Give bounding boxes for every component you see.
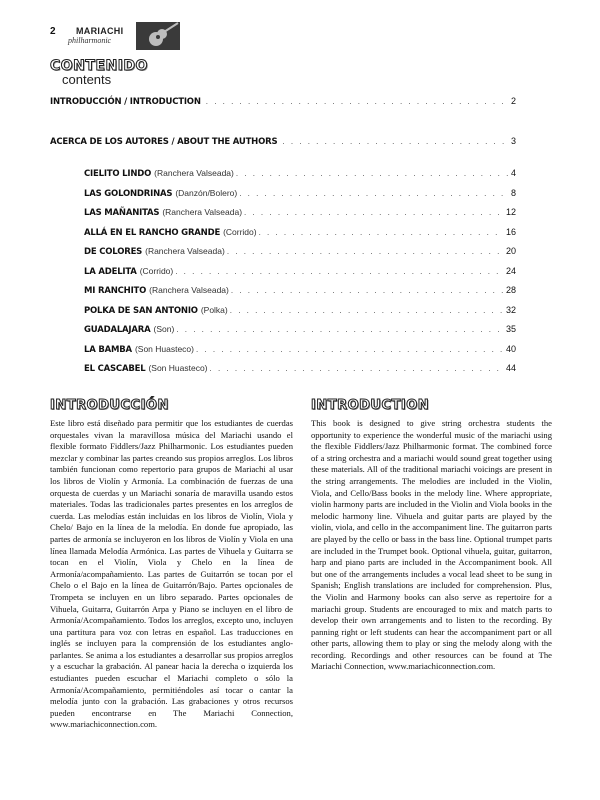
toc-entry[interactable]: [84, 246, 516, 257]
page-number: 2: [50, 26, 56, 37]
toc-entry-page: 8: [510, 187, 516, 198]
toc-leader-dots: [236, 169, 509, 178]
toc-entry-title: DE COLORES: [84, 247, 143, 257]
brand-logo: [66, 22, 176, 50]
contents-title: CONTENIDO: [50, 58, 148, 74]
toc-entry[interactable]: [84, 305, 516, 316]
toc-leader-dots: [176, 325, 504, 334]
toc-entry[interactable]: [84, 285, 516, 296]
guitar-logo-icon: [136, 22, 180, 50]
toc-entry-title: LA BAMBA: [84, 344, 132, 355]
toc-entry-page: 44: [505, 363, 516, 373]
toc-entry-page: 16: [505, 226, 516, 237]
brand-subtitle: philharmonic: [68, 36, 112, 45]
toc-entry-title: ALLÁ EN EL RANCHO GRANDE: [84, 227, 221, 238]
toc-entry-page: 40: [505, 343, 516, 354]
toc-leader-dots: [175, 267, 504, 276]
toc-leader-dots: [239, 189, 509, 198]
toc-entry-style: (Corrido): [139, 265, 174, 276]
toc-entry[interactable]: [84, 363, 516, 374]
contents-subtitle: contents: [62, 72, 112, 87]
toc-entry-title: ACERCA DE LOS AUTORES / ABOUT THE AUTHORS: [50, 137, 278, 147]
toc-entry-title: LAS MAÑANITAS: [84, 208, 160, 218]
intro-en-heading: INTRODUCTION: [311, 398, 430, 413]
toc-entry-title: LAS GOLONDRINAS: [84, 188, 173, 199]
toc-entry-style: (Corrido): [223, 226, 257, 237]
toc-entry[interactable]: [84, 227, 516, 238]
intro-es-body: [50, 418, 293, 731]
toc-entry-page: 24: [505, 265, 516, 276]
toc-entry-title: LA ADELITA: [84, 266, 137, 277]
toc-entry[interactable]: [84, 188, 516, 199]
intro-en-paragraph: This book is designed to give string orchestra students the opportunity to experience the wonderful music of the mariachi using the flexible Fiddlers/Jazz Philharmonic format. The combined force of a string orchestra and a mariachi would sound great together using these materials. All of the traditional mariachi voicings are present in the string arrangements. The melodies are included in the Violin, Viola, and Cello/Bass books in the melody line. Where appropriate, violin harmony parts are included in the Violin and Viola books in the melodic harmony line. Vihuela and guitar parts are played by the violin, viola, and cello in the accompaniment line. The guitarron parts are played by the cello or bass in the bass line. Optional trumpet parts are included in the Trumpet book. Optional vihuela, guitar, guitarron, harp and piano parts are included in the Accompaniment book. All but one of the arrangements includes a vocal lead sheet to be sung in Spanish; English translations are included for comprehension. Plus, the Violin and Harmony books can also serve as repertoire for a mariachi group. Students are encouraged to mix and match parts to develop their own arrangements and to listen to the recording. By panning right or left students can hear the accompaniment part or all other parts, allowing them to play or sing the melody along with the recording. Recordings and other resources can be found at The Mariachi Connection, www.mariachiconnection.com.: [311, 418, 552, 672]
toc-leader-dots: [244, 208, 504, 217]
toc-entry[interactable]: [84, 324, 516, 335]
toc-entry-style: (Son Huasteco): [148, 363, 208, 373]
toc-entry-style: (Ranchera Valseada): [145, 246, 225, 256]
toc-entry-page: 32: [505, 304, 516, 315]
toc-entry-title: CIELITO LINDO: [84, 169, 152, 179]
toc-entry[interactable]: [84, 266, 516, 277]
intro-es-paragraph: Este libro está diseñado para permitir que los estudiantes de cuerdas orquestales vivan la maravillosa música del Mariachi usando el flexible formato Fiddlers/Jazz Philharmonic. Los estudiantes pueden mezclar y combinar las partes creando sus propios arreglos. Los libros también funcionan como repertorio para grupos de Mariachi al usar los libros de Violín y Armonía. La combinación de fuerzas de una orquesta de cuerdas y un Mariachi sonaría de maravilla usando estos materiales. Todas las tradicionales partes presentes en los arreglos de cuerda. Las melodías están incluidas en los libros de Violín, Viola y Chelo/ Bajo en la línea de la melodía. En donde fue apropiado, las partes de armonía se incluyeron en los libros de Violín y Viola en una línea llamada Melodía Armónica. Las partes de Vihuela y Guitarra se tocan en el Violín, Viola y Chelo en la línea de Armonía/acompañamiento. Las partes de Guitarrón se tocan por el Chelo o el Bajo en la línea de Guitarrón/Bajo. Partes opcionales de Trompeta se incluyen en un libro separado. Partes opcionales de Vihuela, Guitarra, Guitarrón Arpa y Piano se incluyen en el libro de Armonía/Acompañamiento. Todos los arreglos, excepto uno, incluyen una partitura para voz con letras en español. Las traducciones en inglés se incluyen para la comprensión de los estudiantes anglo-parlantes. Se anima a los estudiantes a desarrollar sus propios arreglos y a escuchar la grabación. Al panear hacia la derecha o izquierda los estudiantes pueden escuchar el Mariachi completo o sólo la Armonía/Acompañamiento, permitiéndoles así tocar o cantar la melodía junto con la grabación. Las grabaciones y otros recursos pueden encontrarse en The Mariachi Connection, www.mariachiconnection.com.: [50, 418, 293, 730]
toc-entry[interactable]: [84, 207, 516, 218]
toc-entry[interactable]: [84, 168, 516, 179]
toc-entry[interactable]: [50, 96, 516, 107]
toc-leader-dots: [227, 247, 504, 256]
toc-leader-dots: [231, 286, 504, 295]
toc-leader-dots: [230, 306, 504, 315]
toc-entry-style: (Ranchera Valseada): [162, 207, 243, 217]
toc-entry-style: (Ranchera Valseada): [154, 168, 234, 178]
toc-entry-page: 4: [510, 168, 516, 178]
toc-entry-style: (Polka): [200, 304, 228, 315]
toc-entry-style: (Ranchera Valseada): [149, 285, 229, 295]
toc-entry[interactable]: [50, 136, 516, 147]
toc-entry-title: GUADALAJARA: [84, 325, 151, 335]
toc-entry-title: INTRODUCCIÓN / INTRODUCTION: [50, 97, 201, 107]
toc-leader-dots: [259, 228, 504, 237]
toc-entry-page: 35: [505, 324, 516, 334]
toc-entry-page: 28: [505, 285, 516, 295]
toc-entry-style: (Danzón/Bolero): [175, 187, 238, 198]
toc-entry-page: 3: [510, 136, 516, 146]
toc-entry-style: (Son): [153, 324, 175, 334]
toc-entry-title: POLKA DE SAN ANTONIO: [84, 305, 198, 316]
toc-leader-dots: [196, 345, 504, 354]
intro-en-body: [311, 418, 552, 673]
brand-name: MARIACHI: [76, 26, 124, 36]
toc-entry-page: 20: [505, 246, 516, 256]
intro-es-heading: INTRODUCCIÓN: [50, 398, 169, 413]
toc-entry-page: 12: [505, 207, 516, 217]
toc-entry-style: (Son Huasteco): [134, 343, 194, 354]
toc-leader-dots: [206, 97, 509, 106]
toc-entry[interactable]: [84, 344, 516, 355]
toc-leader-dots: [210, 364, 504, 373]
toc-entry-page: 2: [510, 96, 516, 106]
toc-leader-dots: [282, 137, 509, 146]
toc-entry-title: MI RANCHITO: [84, 286, 147, 296]
toc-entry-title: EL CASCABEL: [84, 364, 146, 374]
